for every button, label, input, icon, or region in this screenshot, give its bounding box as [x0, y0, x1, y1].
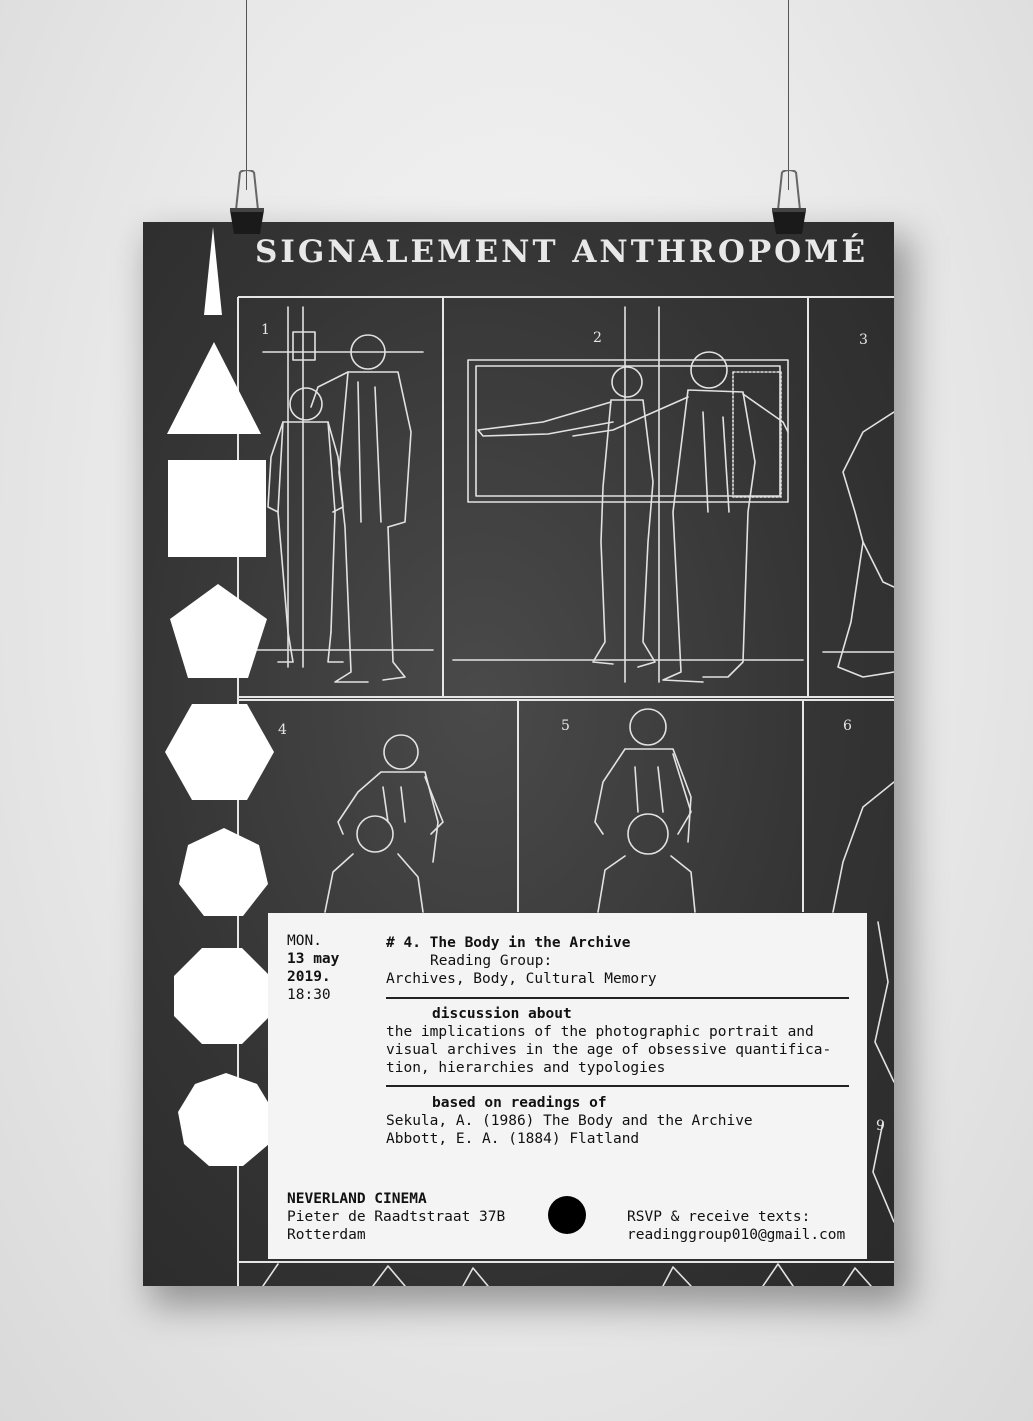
event-year: 2019. [287, 969, 331, 985]
binder-clip-icon [226, 170, 268, 236]
venue-street: Pieter de Raadtstraat 37B [287, 1209, 506, 1225]
event-info-panel [268, 913, 867, 1259]
panel-number: 3 [859, 332, 868, 348]
black-dot-icon [548, 1196, 586, 1234]
pentagon-shape [170, 584, 267, 678]
panel-number: 4 [278, 722, 287, 738]
event-date: 13 may [287, 951, 340, 967]
hanging-wire-right [788, 0, 789, 190]
venue-city: Rotterdam [287, 1227, 366, 1243]
panel-number: 5 [561, 718, 570, 734]
event-series: Reading Group: [430, 953, 553, 969]
nonagon-shape [178, 1073, 274, 1166]
panel-number: 1 [261, 322, 270, 338]
event-series-subtitle: Archives, Body, Cultural Memory [386, 971, 657, 987]
rsvp-email: readinggroup010@gmail.com [627, 1227, 846, 1243]
octagon-shape [174, 948, 270, 1044]
venue-name: NEVERLAND CINEMA [287, 1191, 427, 1207]
hanging-wire-left [246, 0, 247, 190]
discussion-line: visual archives in the age of obsessive quantifica- [386, 1042, 832, 1058]
rsvp-label: RSVP & receive texts: [627, 1209, 811, 1225]
event-day: MON. [287, 933, 322, 949]
poster-title: SIGNALEMENT ANTHROPOMÉ [255, 234, 869, 270]
heptagon-shape [179, 828, 268, 916]
discussion-line: the implications of the photographic portrait and [386, 1024, 814, 1040]
reading-item: Sekula, A. (1986) The Body and the Archive [386, 1113, 753, 1129]
discussion-heading: discussion about [432, 1006, 572, 1022]
reading-item: Abbott, E. A. (1884) Flatland [386, 1131, 640, 1147]
readings-heading: based on readings of [432, 1095, 607, 1111]
panel-number: 9 [876, 1118, 885, 1134]
hexagon-shape [165, 704, 274, 800]
binder-clip-icon [768, 170, 810, 236]
divider [386, 1085, 849, 1087]
divider [386, 997, 849, 999]
panel-number: 6 [843, 718, 852, 734]
triangle-shape [167, 342, 261, 434]
square-shape [168, 460, 266, 557]
panel-number: 2 [593, 330, 602, 346]
event-time: 18:30 [287, 987, 331, 1003]
event-title: # 4. The Body in the Archive [386, 935, 631, 951]
discussion-line: tion, hierarchies and typologies [386, 1060, 666, 1076]
triangle-spike-shape [204, 227, 222, 315]
poster [143, 222, 894, 1286]
